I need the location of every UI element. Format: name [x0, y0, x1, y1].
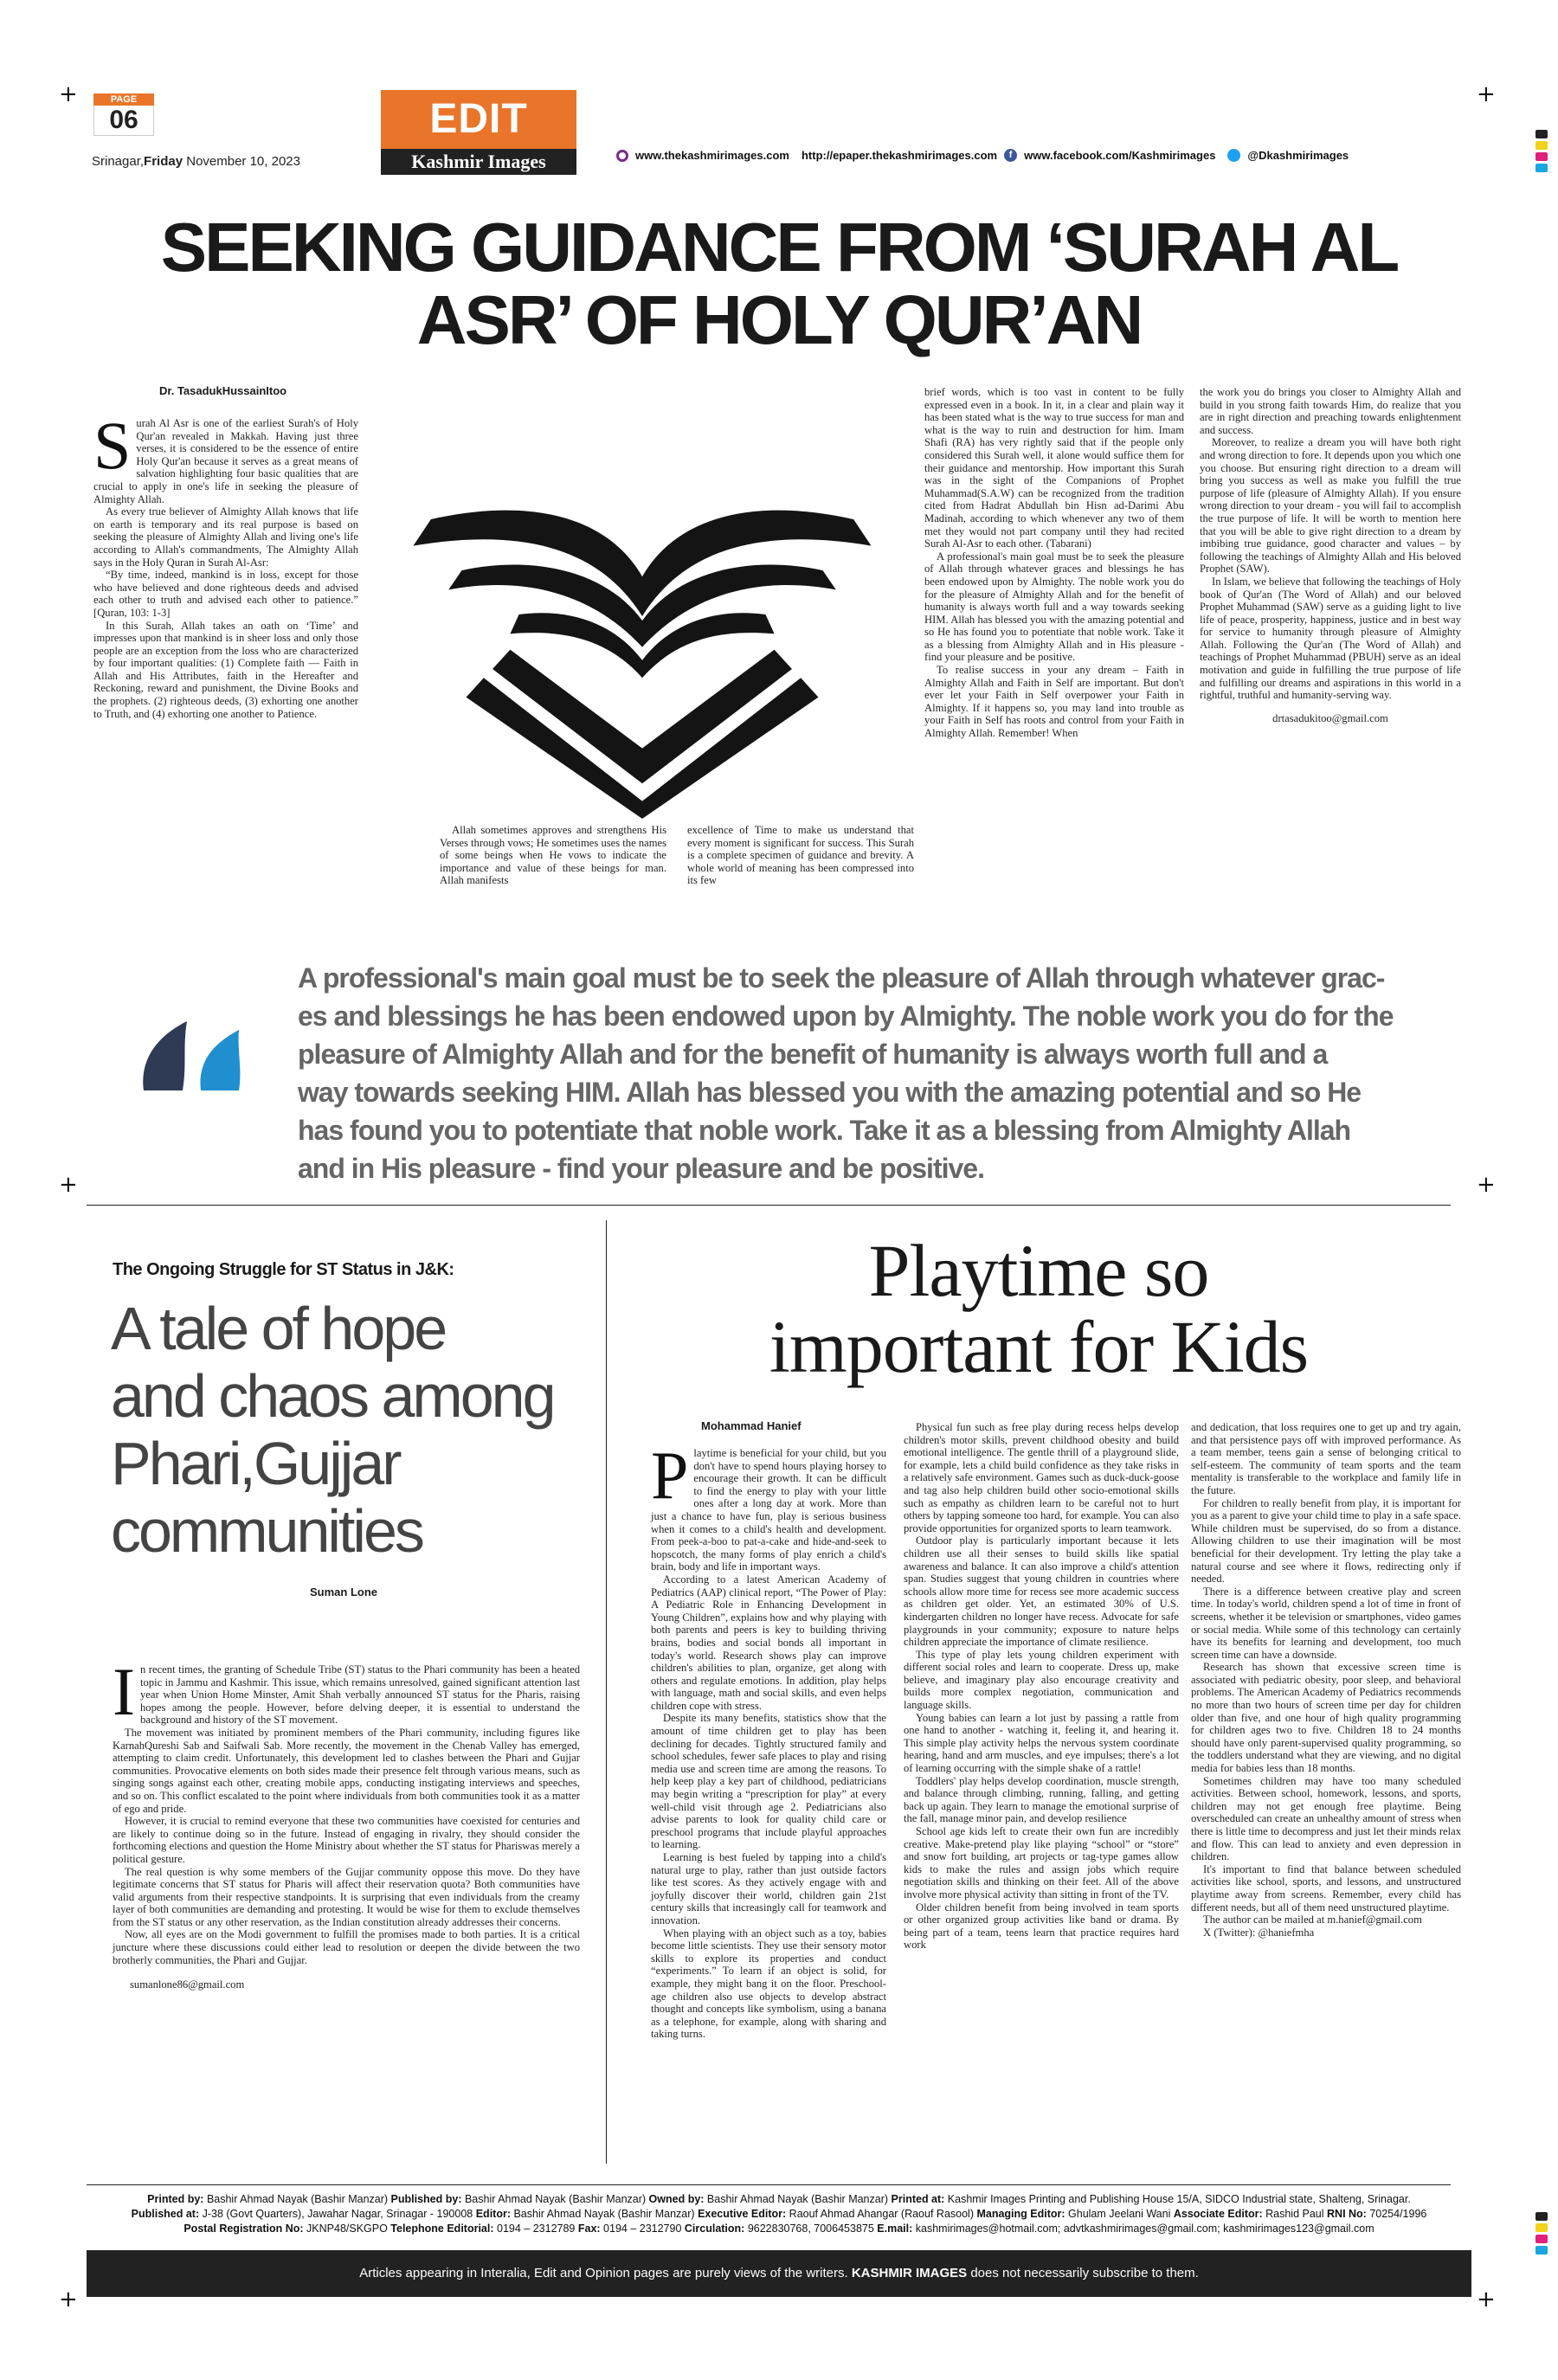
article1-col1: S urah Al Asr is one of the earliest Surah's of Holy Qur'an revealed in Makkah. Having just three verses, it is considered to be the essence of entire Holy Qur'an because it serves as a great means of salvation highlighting four basic qualities that are crucial to apply in one's life in seeking the pleasure of Almighty Allah. As every true believer of Almighty Allah knows that life on earth is temporary and its real purpose is based on seeking the pleasure of Almighty Allah and living one's life according to Allah's commandments, The Almighty Allah says in the Holy Quran in Surah Al-Asr: “By time, indeed, mankind is in loss, except for those who have believed and done righteous deeds and advised each other to truth and advised each other to patience.” [Quran, 103: 1-3] In this Surah, Allah takes an oath on ‘Time’ and impresses upon that mankind is in sheer loss and only those people are an exception from the loss who are characterized by four important qualities: (1) Complete faith — Faith in Allah and His Attributes, faith in the Hereafter and Reckoning, reward and punishment, the Divine Books and the prophets. (2) righteous deeds, (3) exhorting one another to Truth, and (4) exhorting one another to Patience. [93, 408, 358, 720]
section-name: EDIT [381, 90, 576, 149]
article2-body: I n recent times, the granting of Schedule Tribe (ST) status to the Phari community has been a heated topic in Jammu and Kashmir. This issue, which remains unresolved, gained significant attention last year when Union Home Minster, Amit Shah verbally announced ST status for the Pharis, raising hopes among the people. However, before delving deeper, it is essential to understand the background and history of the ST movement. The movement was initiated by prominent members of the Phari community, including figures like KarnahQureshi Sab and Saifwali Sab. More recently, the movement in the Chenab Valley has emerged, attempting to claim credit. Unfortunately, this development led to clashes between the Phari and Gujjar communities. Provocative elements on both sides made their presence felt through various means, such as singing songs against each other, creating mobile apps, conducting instigating interviews and speeches, and so on. This conflict escalated to the point where individuals from both communities took it as a matter of ego and pride. However, it is crucial to remind everyone that these two communities have coexisted for centuries and are likely to continue doing so in the future. Instead of engaging in rivalry, they should consider the forthcoming elections and question the Home Ministry about whether the ST status for Phariswas merely a political gesture. The real question is why some members of the Gujjar community oppose this move. Do they have legitimate concerns that ST status for Pharis will affect their reservation quota? Both communities have valid arguments from their respective standpoints. It is surprising that even individuals from the creamy layer of both communities are demanding and protesting. It would be wise for them to exclude themselves from the ST status or any other reservation, as the Indian constitution already addresses their concerns. Now, all eyes are on the Modi government to fulfill the promises made to both parties. It is a critical juncture where these discussions could either lead to resolution or deepen the divide between the two brotherly communities, the Phari and Gujjar. sumanlone86@gmail.com [113, 1654, 580, 1991]
color-bar [1535, 130, 1548, 172]
disclaimer-bar: Articles appearing in Interalia, Edit and Opinion pages are purely views of the writers. KASHMIR IMAGES does not necessarily subscribe to them. [87, 2250, 1471, 2297]
article2-headline: A tale of hope and chaos among Phari,Gujjar communities [111, 1295, 554, 1565]
column-divider [606, 1220, 607, 2164]
article3-byline: Mohammad Hanief [701, 1419, 802, 1432]
twitter-handle[interactable]: @Dkashmirimages [1247, 149, 1349, 162]
credits-rule [87, 2184, 1451, 2185]
website-icon [616, 150, 628, 162]
article1-col2: Allah sometimes approves and strengthens His Verses through vows; He sometimes uses the names of some beings when He vows to indicate the importance and value of these beings for man. Allah manifests [440, 824, 666, 887]
quran-icon [377, 414, 907, 819]
article2-email: sumanlone86@gmail.com [130, 1978, 245, 1991]
registration-mark: + [59, 81, 78, 107]
article1-col4: brief words, which is too vast in content to be fully expressed even in a book. In it, in a clear and plain way it has been stated what is the way to true success for man and what is the way to ruin and destruction for him. Imam Shafi (RA) has very rightly said that if the people only considered this Surah well, it alone would suffice them for their guidance and mentorship. How important this Surah was in the sight of the Companions of Prophet Muhammad(S.A.W) can be recognized from the tradition cited from Hadrat Abdullah bin Hisn ad-Darimi Abu Madinah, according to which whenever any two of them met they would not part company until they had recited Surah Al-Asr to each other. (Tabarani) A professional's main goal must be to seek the pleasure of Allah through whatever graces and blessings he has been endowed upon by Almighty. The noble work you do for the pleasure of Almighty Allah and for the benefit of humanity is always worth full and a way towards seeking HIM. Allah has blessed you with the amazing potential and so He has found you to potentiate that noble work. Take it as a blessing from Almighty Allah and in His pleasure - find your pleasure and be positive. To realise success in your any dream – Faith in Almighty Allah and Faith in Self are important. But don't ever let your Faith in Self overpower your Faith in Almighty. If it happens so, you may land into trouble as your Faith in Self has roots and control from your Faith in Almighty Allah. Remember! When [924, 386, 1184, 740]
article1-col5: the work you do brings you closer to Almighty Allah and build in you strong faith towards Him, do realize that you are in right direction and preaching towards enlightenment and success. Moreover, to realize a dream you will have both right and wrong direction to fore. It depends upon you which one you choose. But ensuring right direction to a dream will bring you success as well as make you fulfill the true purpose of life (pleasure of Almighty Allah). If you ensure wrong direction to your dream - you will fail to accomplish the true purpose of life. It will be worth to mention here that you will be able to give right direction to a dream by imbibing true guidance, good character and values – by following the teachings of Almighty Allah and His beloved Prophet (SAW). In Islam, we believe that following the teachings of Holy book of Qur'an (The Word of Allah) and our beloved Prophet Muhammad (SAW) serve as a guiding light to live life of peace, prosperity, happiness, justice and in best way for service to humanity through pleasure of Almighty Allah. Following the Qur'an (The Word of Allah) and teachings of Prophet Muhammad (PBUH) serve as an ideal motivation and guide in fulfilling the true purpose of life and fulfilling our dreams and aspirations in this world in a rightful, truthful and humanity-serving way. drtasadukitoo@gmail.com [1200, 386, 1461, 724]
article3-headline: Playtime so important for Kids [769, 1229, 1309, 1388]
article1-byline: Dr. TasadukHussainItoo [159, 384, 287, 397]
article2-byline: Suman Lone [310, 1586, 378, 1598]
registration-mark: + [59, 2287, 78, 2312]
quote-mark-icon [135, 1013, 248, 1099]
credits-line-2: Published at: J-38 (Govt Quarters), Jawahar Nagar, Srinagar - 190008 Editor: Bashir Ahmad Nayak (Bashir Manzar) Executive Editor: Raouf Ahmad Ahangar (Raouf Rasool) Managing Editor: Ghulam Jeelani Wani Associate Editor: Rashid Paul RNI No: 70254/1996 [131, 2208, 1427, 2220]
pull-quote: A professional's main goal must be to seek the pleasure of Allah through whatever grac- es and blessings he has been endowed upon by Almighty. The noble work you do for the pleasure of Almighty Allah and for the benefit of humanity is always worth full and a way towards seeking HIM. Allah has blessed you with the amazing potential and so He has found you to potentiate that noble work. Take it as a blessing from Almighty Allah and in His pleasure - find your pleasure and be positive. [298, 962, 1394, 1184]
masthead-name: Kashmir Images [381, 149, 576, 175]
twitter-icon [1227, 149, 1240, 162]
section-masthead [381, 90, 576, 175]
section-divider [87, 1205, 1451, 1206]
credits-line-3: Postal Registration No: JKNP48/SKGPO Telephone Editorial: 0194 – 2312789 Fax: 0194 – 2312790 Circulation: 9622830768, 7006453875 E.mail: kashmirimages@hotmail.com; advtkashmirimages@gmail.com; kashmirimages123@gmail.com [183, 2222, 1375, 2235]
contact-strip [616, 149, 1349, 162]
registration-mark: + [1477, 2287, 1496, 2312]
article1-col3: excellence of Time to make us understand that every moment is significant for success. This Surah is a complete specimen of guidance and brevity. A whole world of meaning has been compressed into its few [687, 824, 914, 887]
article3-col1: P laytime is beneficial for your child, but you don't have to spend hours playing horsey to encourage their growth. It can be difficult to find the energy to play with your little ones after a long day at work. More than just a chance to have fun, play is serious business when it comes to a child's health and development. From peek-a-boo to pat-a-cake and hide-and-seek to hopscotch, the many forms of play enrich a child's brain, body and life in important ways. According to a latest American Academy of Pediatrics (AAP) clinical report, “The Power of Play: A Pediatric Role in Enhancing Development in Young Children”, explains how and why playing with both parents and peers is key to building thriving brains, bodies and social bonds all important in today's world. Research shows play can improve children's abilities to plan, organize, get along with others and regulate emotions. In addition, play helps with language, math and social skills, and even helps children cope with stress. Despite its many benefits, statistics show that the amount of time children get to play has been declining for decades. Tightly structured family and school schedules, fewer safe places to play and rising media use and screen time are among the reasons. To help keep play a key part of childhood, pediatricians may begin writing a “prescription for play” at every well-child visit through age 2. Pediatricians also advise parents to look for quality child care or preschool programs that include playful approaches to learning. Learning is best fueled by tapping into a child's natural urge to play, rather than just outside factors like test scores. As they actively engage with and joyfully discover their world, children gain 21st century skills that increasingly call for teamwork and innovation. When playing with an object such as a toy, babies become little scientists. They use their sensory motor skills to explore its properties and conduct “experiments.” To learn if an object is solid, for example, they might bang it on the floor. Preschool-age children also use objects to develop abstract thought and concepts like symbolism, using a banana as a telephone, for example, along with sharing and taking turns. [651, 1438, 886, 2041]
website-link[interactable]: www.thekashmirimages.com [635, 149, 789, 162]
credits-line-1: Printed by: Bashir Ahmad Nayak (Bashir Manzar) Published by: Bashir Ahmad Nayak (Bashir Manzar) Owned by: Bashir Ahmad Nayak (Bashir Manzar) Printed at: Kashmir Images Printing and Publishing House 15/A, SIDCO Industrial state, Shalteng, Srinagar. [147, 2193, 1411, 2205]
article3-col2: Physical fun such as free play during recess helps develop children's motor skills, prevent childhood obesity and build emotional intelligence. The gentle thrill of a playground slide, for example, lets a child build confidence as they take risks in a relatively safe environment. Games such as duck-duck-goose and tag also help children build other socio-emotional skills such as empathy as children learn to be careful not to hurt others by tapping someone too hard, for example. You can also provide opportunities for organized sports to learn teamwork. Outdoor play is particularly important because it lets children use all their senses to build skills like spatial awareness and balance. It can also improve a child's attention span. Studies suggest that young children in countries where schools allow more time for recess see more academic success as children get older. Yet, an estimated 30% of U.S. kindergarten children no longer have recess. Advocate for safe playgrounds in your community; exposure to nature helps children appreciate the importance of climate resilience. This type of play lets young children experiment with different social roles and learn to cooperate. Dress up, make believe, and imaginary play also encourage creativity and builds more complex negotiation, communication and language skills. Young babies can learn a lot just by passing a rattle from one hand to another - watching it, feeling it, and hearing it. This simple play activity helps the nervous system coordinate hearing, hand and arm muscles, and eye impulses; there's a lot of learning occurring with the simple shake of a rattle! Toddlers' play helps develop coordination, muscle strength, and balance through climbing, running, falling, and getting back up again. They learn to manage the emotional surprise of the fall, manage minor pain, and develop resilience School age kids left to create their own fun are incredibly creative. Make-pretend play like playing “school” or “store” and snow fort building, art projects or tag-type games allow kids to make the rules and assign jobs which require negotiation skills and thinking on their feet. All of the above involve more physical activity than sitting in front of the TV. Older children benefit from being involved in team sports or other organized group activities like band or drama. By being part of a team, teens learn that practice requires hard work [904, 1421, 1179, 1952]
facebook-icon: f [1004, 149, 1017, 162]
page-number-box [93, 93, 154, 136]
registration-mark: + [59, 1172, 78, 1198]
registration-mark: + [1477, 1172, 1496, 1198]
article1-headline: SEEKING GUIDANCE FROM ‘SURAH AL ASR’ OF HOLY QUR’AN [160, 209, 1398, 358]
dateline: Srinagar,Friday November 10, 2023 [92, 154, 300, 169]
page-label: PAGE [93, 93, 154, 106]
facebook-link[interactable]: www.facebook.com/Kashmirimages [1024, 149, 1216, 162]
dropcap: I [113, 1654, 135, 1729]
article3-col3: and dedication, that loss requires one to get up and try again, and that persistence pays off with improved performance. As a team member, teens gain a sense of belonging critical to self-esteem. The community of team sports and the team mentality is transferable to the workplace and family life in the future. For children to really benefit from play, it is important for you as a parent to give your child time to play in a safe space. While children must be supervised, do so from a distance. Allowing children to use their imagination will be most beneficial for their development. Try letting the play take a natural course and see where it flows, redirecting only if needed. There is a difference between creative play and screen time. In today's world, children spend a lot of time in front of screens, whether it be television or smartphones, video games or social media. While some of this technology can certainly have its benefits for learning and development, too much screen time can have a downside. Research has shown that excessive screen time is associated with pediatric obesity, poor sleep, and behavioral problems. The American Academy of Pediatrics recommends no more than two hours of screen time per day for children older than five, and one hour of high quality programming for children ages two to five. Children 18 to 24 months should have only parent-supervised quality programming, so the toddlers understand what they are viewing, and no digital media for babies less than 18 months. Sometimes children may have too many scheduled activities. Between school, homework, lessons, and sports, children may not get enough free playtime. Being overscheduled can create an unhealthy amount of stress when there is little time to decompress and just let their minds relax and flow. This can lead to anxiety and even depression in children. It's important to find that balance between scheduled activities like school, sports, and lessons, and unstructured playtime away from screens. Remember, every child has different needs, but all of them need unstructured playtime. The author can be mailed at m.hanief@gmail.com X (Twitter): @haniefmha [1191, 1421, 1461, 1939]
article2-kicker: The Ongoing Struggle for ST Status in J&K: [113, 1260, 454, 1279]
article1-email: drtasadukitoo@gmail.com [1272, 711, 1388, 724]
page-number: 06 [93, 106, 154, 136]
epaper-link[interactable]: http://epaper.thekashmirimages.com [801, 149, 998, 162]
color-bar [1535, 2212, 1548, 2255]
registration-mark: + [1477, 81, 1496, 107]
dropcap: S [93, 408, 132, 483]
dropcap: P [651, 1438, 689, 1513]
